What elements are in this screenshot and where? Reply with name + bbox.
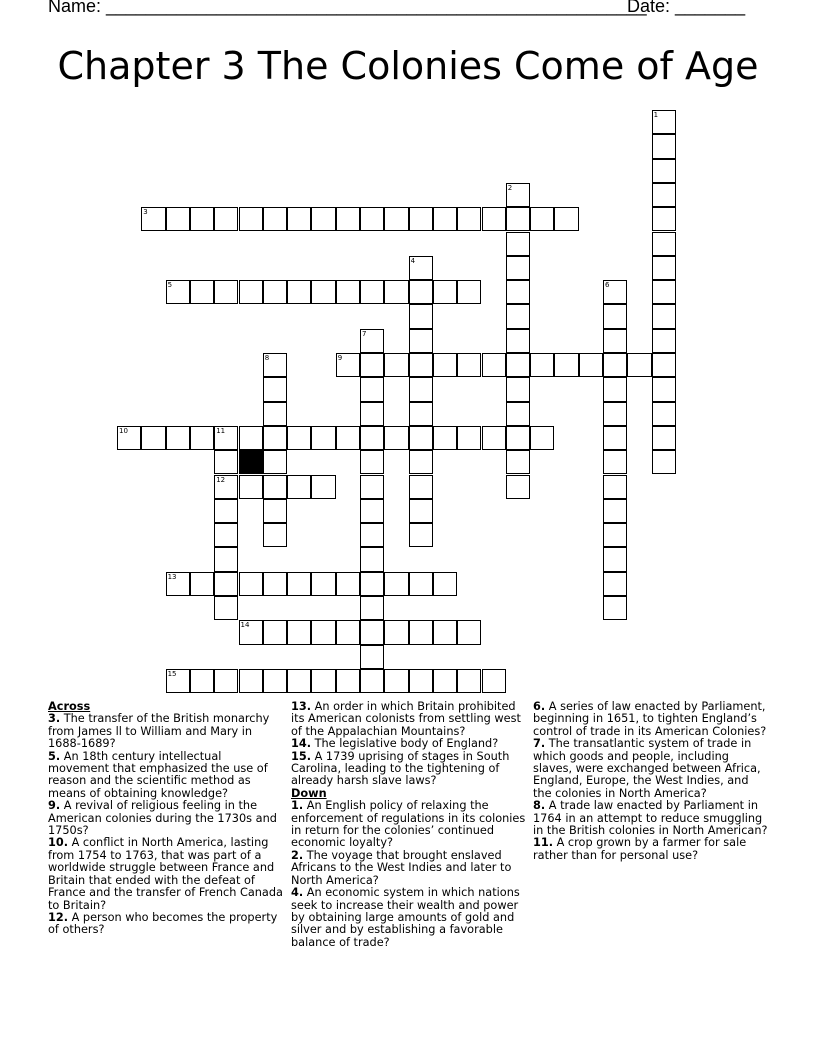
crossword-cell[interactable] xyxy=(603,499,627,523)
crossword-cell[interactable] xyxy=(652,304,676,328)
clue-num: 8. xyxy=(533,799,546,813)
crossword-cell[interactable] xyxy=(482,353,506,377)
crossword-cell[interactable] xyxy=(141,426,165,450)
crossword-cell[interactable] xyxy=(117,426,141,450)
name-field[interactable]: Name: ______________________________________________________ xyxy=(48,0,647,16)
crossword-cell[interactable] xyxy=(214,450,238,474)
crossword-cell[interactable] xyxy=(506,475,530,499)
clue-number: 13 xyxy=(167,572,177,581)
crossword-cell[interactable] xyxy=(263,402,287,426)
crossword-cell[interactable] xyxy=(482,426,506,450)
crossword-cell[interactable] xyxy=(214,426,238,450)
clue-item xyxy=(48,751,284,801)
clue-text: A crop grown by a farmer for sale rather than for personal use? xyxy=(533,836,747,862)
crossword-cell[interactable] xyxy=(263,499,287,523)
crossword-cell[interactable] xyxy=(579,353,603,377)
crossword-cell[interactable] xyxy=(263,280,287,304)
crossword-cell[interactable] xyxy=(409,402,433,426)
crossword-cell[interactable] xyxy=(409,426,433,450)
crossword-cell[interactable] xyxy=(409,377,433,401)
clue-number: 8 xyxy=(264,354,270,362)
crossword-cell[interactable] xyxy=(239,572,263,596)
clue-item xyxy=(48,800,284,837)
crossword-cell[interactable] xyxy=(214,523,238,547)
crossword-cell[interactable] xyxy=(190,207,214,231)
crossword-cell[interactable] xyxy=(409,353,433,377)
clue-num: 1. xyxy=(291,799,304,813)
crossword-cell[interactable] xyxy=(311,669,335,693)
crossword-cell[interactable] xyxy=(603,353,627,377)
crossword-cell[interactable] xyxy=(214,280,238,304)
crossword-cell[interactable] xyxy=(603,572,627,596)
crossword-cell[interactable] xyxy=(652,426,676,450)
crossword-cell[interactable] xyxy=(652,329,676,353)
crossword-cell[interactable] xyxy=(652,110,676,134)
crossword-cell[interactable] xyxy=(652,183,676,207)
crossword-cell[interactable] xyxy=(433,353,457,377)
crossword-cell[interactable] xyxy=(360,280,384,304)
crossword-cell[interactable] xyxy=(433,426,457,450)
crossword-cell[interactable] xyxy=(311,620,335,644)
crossword-cell[interactable] xyxy=(166,207,190,231)
crossword-cell[interactable] xyxy=(433,280,457,304)
crossword-cell[interactable] xyxy=(506,256,530,280)
crossword-cell[interactable] xyxy=(287,426,311,450)
clue-text: A 1739 uprising of stages in South Carolina, leading to the tightening of already harsh slave laws? xyxy=(291,749,510,788)
clue-num: 13. xyxy=(291,700,312,713)
crossword-cell[interactable] xyxy=(287,572,311,596)
crossword-cell[interactable] xyxy=(263,353,287,377)
clue-num: 9. xyxy=(48,799,61,813)
crossword-cell[interactable] xyxy=(506,183,530,207)
clue-number: 9 xyxy=(337,354,343,362)
crossword-cell[interactable] xyxy=(603,304,627,328)
crossword-cell[interactable] xyxy=(190,280,214,304)
date-field[interactable]: Date: _______ xyxy=(627,0,746,16)
crossword-cell[interactable] xyxy=(506,329,530,353)
clue-text: A conflict in North America, lasting from 1754 to 1763, that was part of a worldwide struggle between France and Britain that ended with the defeat of France and the transfer of French Canada to Britain? xyxy=(48,836,283,912)
clue-num: 3. xyxy=(48,712,61,726)
crossword-cell[interactable] xyxy=(360,377,384,401)
crossword-cell[interactable] xyxy=(214,547,238,571)
crossword-cell[interactable] xyxy=(360,475,384,499)
crossword-cell[interactable] xyxy=(409,523,433,547)
clue-item xyxy=(533,837,769,862)
crossword-cell[interactable] xyxy=(433,207,457,231)
clue-item xyxy=(48,912,284,937)
clue-number: 10 xyxy=(119,426,128,435)
crossword-cell[interactable] xyxy=(263,620,287,644)
crossword-cell[interactable] xyxy=(457,426,481,450)
crossword-cell[interactable] xyxy=(239,620,263,644)
clue-number: 3 xyxy=(143,208,148,217)
clue-number: 7 xyxy=(362,329,367,338)
clue-number: 12 xyxy=(216,475,226,484)
clue-item xyxy=(48,713,284,750)
clue-num: 6. xyxy=(533,700,546,713)
crossword-cell[interactable] xyxy=(166,572,190,596)
crossword-cell[interactable] xyxy=(287,207,311,231)
crossword-cell[interactable] xyxy=(360,645,384,669)
clue-text: The legislative body of England? xyxy=(311,737,499,751)
crossword-black-cell xyxy=(239,450,263,474)
crossword-cell[interactable] xyxy=(433,669,457,693)
crossword-cell[interactable] xyxy=(214,475,238,499)
clue-item xyxy=(533,701,769,738)
crossword-cell[interactable] xyxy=(603,523,627,547)
clue-text: An order in which Britain prohibited its American colonists from settling west of the Appalachian Mountains? xyxy=(291,700,521,738)
clue-num: 7. xyxy=(533,737,546,751)
crossword-cell[interactable] xyxy=(506,450,530,474)
crossword-cell[interactable] xyxy=(603,426,627,450)
clue-number: 6 xyxy=(605,281,610,290)
crossword-cell[interactable] xyxy=(506,280,530,304)
crossword-cell[interactable] xyxy=(652,450,676,474)
clue-item xyxy=(291,850,527,887)
crossword-cell[interactable] xyxy=(360,329,384,353)
crossword-cell[interactable] xyxy=(239,426,263,450)
crossword-cell[interactable] xyxy=(336,669,360,693)
crossword-cell[interactable] xyxy=(360,353,384,377)
crossword-cell[interactable] xyxy=(409,207,433,231)
crossword-cell[interactable] xyxy=(360,450,384,474)
crossword-cell[interactable] xyxy=(263,426,287,450)
clue-item xyxy=(533,800,769,837)
crossword-cell[interactable] xyxy=(506,232,530,256)
clue-text: A trade law enacted by Parliament in 1764 in an attempt to reduce smuggling in the British colonies in North American? xyxy=(533,799,768,838)
crossword-cell[interactable] xyxy=(287,669,311,693)
crossword-cell[interactable] xyxy=(409,499,433,523)
clue-item xyxy=(291,887,527,949)
across-heading: Across xyxy=(48,700,91,713)
crossword-cell[interactable] xyxy=(360,669,384,693)
crossword-cell[interactable] xyxy=(652,377,676,401)
crossword-cell[interactable] xyxy=(287,620,311,644)
crossword-cell[interactable] xyxy=(652,232,676,256)
crossword-cell[interactable] xyxy=(482,207,506,231)
clue-num: 10. xyxy=(48,836,69,850)
crossword-cell[interactable] xyxy=(603,475,627,499)
crossword-cell[interactable] xyxy=(506,353,530,377)
clue-num: 12. xyxy=(48,910,69,924)
crossword-cell[interactable] xyxy=(263,475,287,499)
crossword-cell[interactable] xyxy=(384,620,408,644)
crossword-cell[interactable] xyxy=(603,377,627,401)
crossword-cell[interactable] xyxy=(190,669,214,693)
clue-number: 4 xyxy=(410,256,416,265)
crossword-cell[interactable] xyxy=(506,426,530,450)
clue-number: 1 xyxy=(653,111,659,119)
clue-text: A series of law enacted by Parliament, beginning in 1651, to tighten England’s control of trade in its American Colonies? xyxy=(533,700,767,738)
crossword-cell[interactable] xyxy=(652,134,676,158)
clue-number: 14 xyxy=(240,621,250,630)
crossword-cell[interactable] xyxy=(166,280,190,304)
crossword-cell[interactable] xyxy=(506,377,530,401)
crossword-cell[interactable] xyxy=(214,207,238,231)
crossword-cell[interactable] xyxy=(336,426,360,450)
crossword-cell[interactable] xyxy=(603,329,627,353)
crossword-cell[interactable] xyxy=(603,450,627,474)
crossword-cell[interactable] xyxy=(360,402,384,426)
crossword-cell[interactable] xyxy=(360,499,384,523)
crossword-cell[interactable] xyxy=(287,280,311,304)
crossword-cell[interactable] xyxy=(409,620,433,644)
crossword-cell[interactable] xyxy=(652,402,676,426)
clues-column-3 xyxy=(533,701,769,862)
crossword-cell[interactable] xyxy=(360,523,384,547)
crossword-cell[interactable] xyxy=(457,280,481,304)
crossword-cell[interactable] xyxy=(506,207,530,231)
crossword-cell[interactable] xyxy=(239,475,263,499)
crossword-cell[interactable] xyxy=(336,353,360,377)
crossword-cell[interactable] xyxy=(360,572,384,596)
crossword-cell[interactable] xyxy=(457,669,481,693)
crossword-cell[interactable] xyxy=(311,475,335,499)
clue-text: An English policy of relaxing the enforcement of regulations in its colonies in return for the colonies’ continued economic loyalty? xyxy=(291,799,526,850)
crossword-cell[interactable] xyxy=(384,426,408,450)
crossword-cell[interactable] xyxy=(239,207,263,231)
crossword-cell[interactable] xyxy=(214,669,238,693)
clue-text: An 18th century intellectual movement that emphasized the use of reason and the scientific method as means of obtaining knowledge? xyxy=(48,749,268,800)
crossword-cell[interactable] xyxy=(263,377,287,401)
crossword-cell[interactable] xyxy=(457,207,481,231)
clue-item xyxy=(48,837,284,911)
down-heading: Down xyxy=(291,786,327,800)
crossword-cell[interactable] xyxy=(384,353,408,377)
crossword-cell[interactable] xyxy=(141,207,165,231)
crossword-cell[interactable] xyxy=(409,329,433,353)
crossword-cell[interactable] xyxy=(263,572,287,596)
crossword-cell[interactable] xyxy=(482,669,506,693)
crossword-cell[interactable] xyxy=(336,572,360,596)
crossword-cell[interactable] xyxy=(214,572,238,596)
crossword-cell[interactable] xyxy=(652,256,676,280)
crossword-cell[interactable] xyxy=(409,572,433,596)
crossword-cell[interactable] xyxy=(409,475,433,499)
crossword-cell[interactable] xyxy=(409,256,433,280)
clue-number: 15 xyxy=(167,669,177,678)
crossword-cell[interactable] xyxy=(506,304,530,328)
clue-number: 2 xyxy=(507,183,513,192)
clue-item xyxy=(291,701,527,738)
crossword-cell[interactable] xyxy=(409,669,433,693)
crossword-cell[interactable] xyxy=(166,669,190,693)
crossword-cell[interactable] xyxy=(336,280,360,304)
crossword-cell[interactable] xyxy=(360,547,384,571)
crossword-cell[interactable] xyxy=(190,426,214,450)
crossword-cell[interactable] xyxy=(166,426,190,450)
crossword-cell[interactable] xyxy=(239,280,263,304)
crossword-cell[interactable] xyxy=(311,572,335,596)
crossword-cell[interactable] xyxy=(263,523,287,547)
crossword-cell[interactable] xyxy=(627,353,651,377)
clue-item xyxy=(291,751,527,788)
crossword-cell[interactable] xyxy=(652,280,676,304)
crossword-cell[interactable] xyxy=(652,159,676,183)
crossword-cell[interactable] xyxy=(214,596,238,620)
crossword-cell[interactable] xyxy=(360,207,384,231)
crossword-cell[interactable] xyxy=(239,669,263,693)
crossword-cell[interactable] xyxy=(433,620,457,644)
clue-num: 5. xyxy=(48,749,61,763)
crossword-cell[interactable] xyxy=(603,596,627,620)
crossword-cell[interactable] xyxy=(263,669,287,693)
crossword-cell[interactable] xyxy=(336,207,360,231)
crossword-cell[interactable] xyxy=(603,402,627,426)
clue-text: A revival of religious feeling in the American colonies during the 1730s and 1750s? xyxy=(48,799,277,838)
clue-number: 11 xyxy=(216,426,226,435)
crossword-cell[interactable] xyxy=(336,620,360,644)
crossword-cell[interactable] xyxy=(506,402,530,426)
crossword-cell[interactable] xyxy=(263,450,287,474)
clue-item xyxy=(291,800,527,850)
crossword-cell[interactable] xyxy=(384,572,408,596)
clue-text: An economic system in which nations seek to increase their wealth and power by obtaining large amounts of gold and silver and by establishing a favorable balance of trade? xyxy=(291,886,520,949)
crossword-cell[interactable] xyxy=(554,353,578,377)
crossword-cell[interactable] xyxy=(360,596,384,620)
crossword-cell[interactable] xyxy=(457,620,481,644)
crossword-cell[interactable] xyxy=(603,280,627,304)
crossword-cell[interactable] xyxy=(263,207,287,231)
crossword-cell[interactable] xyxy=(360,426,384,450)
crossword-cell[interactable] xyxy=(530,207,554,231)
clue-num: 4. xyxy=(291,886,304,900)
clue-text: The transfer of the British monarchy from James ll to William and Mary in 1688-1689? xyxy=(48,712,270,751)
page-title: Chapter 3 The Colonies Come of Age xyxy=(57,44,759,88)
crossword-cell[interactable] xyxy=(409,450,433,474)
crossword-cell[interactable] xyxy=(530,426,554,450)
crossword-cell[interactable] xyxy=(214,499,238,523)
clue-num: 11. xyxy=(533,836,554,850)
crossword-cell[interactable] xyxy=(530,353,554,377)
clue-text: A person who becomes the property of others? xyxy=(48,910,278,937)
crossword-cell[interactable] xyxy=(311,207,335,231)
crossword-cell[interactable] xyxy=(457,353,481,377)
crossword-cell[interactable] xyxy=(384,280,408,304)
clue-num: 14. xyxy=(291,737,312,751)
crossword-cell[interactable] xyxy=(652,353,676,377)
clue-num: 15. xyxy=(291,749,312,763)
clues-column-1 xyxy=(48,701,284,937)
crossword-cell[interactable] xyxy=(409,304,433,328)
clue-item xyxy=(533,738,769,800)
crossword-cell[interactable] xyxy=(603,547,627,571)
clues-column-2 xyxy=(291,701,527,949)
crossword-cell[interactable] xyxy=(554,207,578,231)
crossword-cell[interactable] xyxy=(287,475,311,499)
crossword-cell[interactable] xyxy=(311,426,335,450)
crossword-cell[interactable] xyxy=(384,207,408,231)
clue-num: 2. xyxy=(291,848,304,862)
clue-text: The voyage that brought enslaved Africans to the West Indies and later to North America? xyxy=(291,848,512,887)
crossword-cell[interactable] xyxy=(311,280,335,304)
crossword-cell[interactable] xyxy=(384,669,408,693)
crossword-cell[interactable] xyxy=(433,572,457,596)
clue-text: The transatlantic system of trade in which goods and people, including slaves, were exchanged between Africa, England, Europe, the West Indies, and the colonies in North America? xyxy=(533,737,761,800)
clue-number: 5 xyxy=(167,281,173,290)
crossword-cell[interactable] xyxy=(360,620,384,644)
crossword-cell[interactable] xyxy=(652,207,676,231)
crossword-cell[interactable] xyxy=(190,572,214,596)
crossword-cell[interactable] xyxy=(409,280,433,304)
